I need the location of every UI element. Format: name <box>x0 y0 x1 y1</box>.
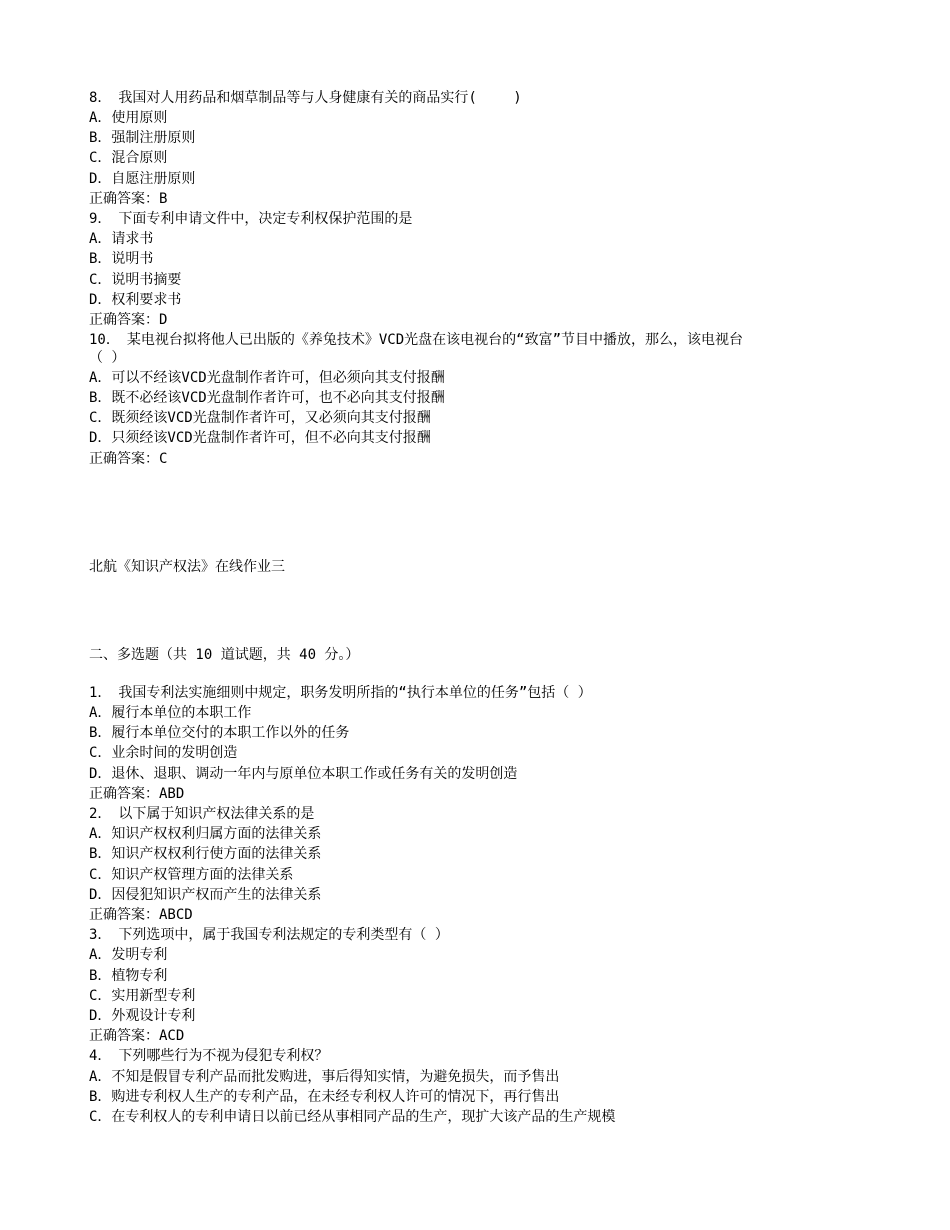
multi-question-3-option-a: A．发明专利 <box>89 947 168 963</box>
question-9-option-d: D．权利要求书 <box>89 292 182 308</box>
multi-question-4-option-a: A．不知是假冒专利产品而批发购进，事后得知实情，为避免损失，而予售出 <box>89 1069 560 1085</box>
multi-question-3-option-d: D．外观设计专利 <box>89 1008 196 1024</box>
question-9-option-b: B．说明书 <box>89 251 154 267</box>
multi-question-1-text: 1． 我国专利法实施细则中规定，职务发明所指的“执行本单位的任务”包括（ ） <box>89 685 592 701</box>
multi-question-2-option-d: D．因侵犯知识产权而产生的法律关系 <box>89 887 322 903</box>
document-title: 北航《知识产权法》在线作业三 <box>89 559 285 575</box>
multi-question-4-option-b: B．购进专利权人生产的专利产品，在未经专利权人许可的情况下，再行售出 <box>89 1089 560 1105</box>
multi-question-1-option-d: D．退休、退职、调动一年内与原单位本职工作或任务有关的发明创造 <box>89 766 518 782</box>
multi-question-2-text: 2． 以下属于知识产权法律关系的是 <box>89 806 315 822</box>
question-10-text: 10． 某电视台拟将他人已出版的《养兔技术》VCD光盘在该电视台的“致富”节目中播放，那么，该电视台 <box>89 332 743 348</box>
multi-question-2-option-a: A．知识产权权利归属方面的法律关系 <box>89 826 322 842</box>
multi-question-1-option-c: C．业余时间的发明创造 <box>89 745 238 761</box>
question-9-answer: 正确答案：D <box>89 312 168 328</box>
question-9-text: 9． 下面专利申请文件中，决定专利权保护范围的是 <box>89 211 413 227</box>
question-10-answer: 正确答案：C <box>89 451 168 467</box>
question-10-option-c: C．既须经该VCD光盘制作者许可，又必须向其支付报酬 <box>89 410 431 426</box>
multi-question-2-answer: 正确答案：ABCD <box>89 907 193 923</box>
question-10-text-continued: （ ） <box>89 350 126 366</box>
question-8-text: 8． 我国对人用药品和烟草制品等与人身健康有关的商品实行( ) <box>89 90 522 106</box>
question-10-option-d: D．只须经该VCD光盘制作者许可，但不必向其支付报酬 <box>89 430 431 446</box>
multi-question-3-option-b: B．植物专利 <box>89 968 168 984</box>
multi-question-3-option-c: C．实用新型专利 <box>89 988 196 1004</box>
question-9-option-a: A．请求书 <box>89 231 154 247</box>
question-8-option-b: B．强制注册原则 <box>89 130 196 146</box>
multi-question-3-text: 3． 下列选项中，属于我国专利法规定的专利类型有（ ） <box>89 927 449 943</box>
multi-question-3-answer: 正确答案：ACD <box>89 1028 185 1044</box>
question-8-option-a: A．使用原则 <box>89 110 168 126</box>
multi-question-2-option-b: B．知识产权权利行使方面的法律关系 <box>89 846 322 862</box>
question-10-option-b: B．既不必经该VCD光盘制作者许可，也不必向其支付报酬 <box>89 390 445 406</box>
multi-question-4-text: 4． 下列哪些行为不视为侵犯专利权？ <box>89 1048 329 1064</box>
question-10-option-a: A．可以不经该VCD光盘制作者许可，但必须向其支付报酬 <box>89 370 445 386</box>
multi-question-1-answer: 正确答案：ABD <box>89 786 185 802</box>
question-8-option-c: C．混合原则 <box>89 150 168 166</box>
question-8-answer: 正确答案：B <box>89 191 168 207</box>
multi-question-4-option-c: C．在专利权人的专利申请日以前已经从事相同产品的生产，现扩大该产品的生产规模 <box>89 1109 616 1125</box>
multi-question-2-option-c: C．知识产权管理方面的法律关系 <box>89 867 294 883</box>
multi-question-1-option-a: A．履行本单位的本职工作 <box>89 705 252 721</box>
question-8-option-d: D．自愿注册原则 <box>89 171 196 187</box>
question-9-option-c: C．说明书摘要 <box>89 272 182 288</box>
multi-question-1-option-b: B．履行本单位交付的本职工作以外的任务 <box>89 725 350 741</box>
section-heading: 二、多选题（共 10 道试题，共 40 分。） <box>89 647 360 663</box>
